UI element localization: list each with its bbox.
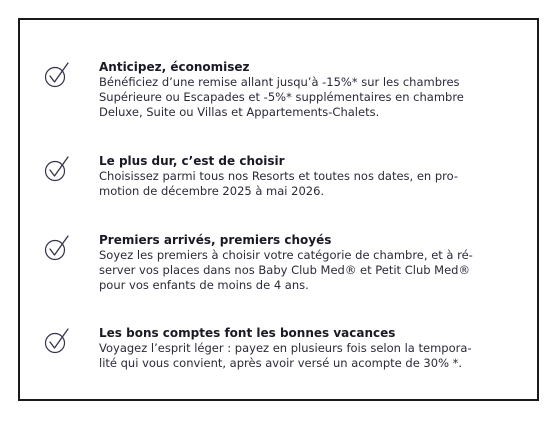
benefit-title: Les bons comptes font les bonnes vacances [99, 326, 396, 340]
benefit-text-line: lité qui vous convient, après avoir versé un acompte de 30% *. [99, 356, 463, 370]
benefit-text-line: motion de décembre 2025 à mai 2026. [99, 184, 325, 198]
benefit-text-line: server vos places dans nos Baby Club Med® et Petit Club Med® [99, 263, 470, 277]
check-circle-icon [42, 154, 72, 184]
benefit-text-line: Voyagez l’esprit léger : payez en plusieurs fois selon la tempora- [99, 341, 472, 355]
benefits-panel [18, 18, 539, 401]
benefit-title: Anticipez, économisez [99, 60, 250, 74]
benefit-text-line: Supérieure ou Escapades et -5%* supplémentaires en chambre [99, 90, 464, 104]
benefit-text-line: pour vos enfants de moins de 4 ans. [99, 278, 309, 292]
benefit-title: Le plus dur, c’est de choisir [99, 154, 285, 168]
benefit-text-line: Choisissez parmi tous nos Resorts et toutes nos dates, en pro- [99, 169, 459, 183]
benefit-text-line: Deluxe, Suite ou Villas et Appartements-Chalets. [99, 105, 380, 119]
check-circle-icon [42, 326, 72, 356]
benefit-text-line: Bénéficiez d’une remise allant jusqu’à -15%* sur les chambres [99, 75, 460, 89]
check-circle-icon [42, 60, 72, 90]
check-circle-icon [42, 233, 72, 263]
benefit-text-line: Soyez les premiers à choisir votre catégorie de chambre, et à ré- [99, 248, 473, 262]
benefit-title: Premiers arrivés, premiers choyés [99, 233, 332, 247]
